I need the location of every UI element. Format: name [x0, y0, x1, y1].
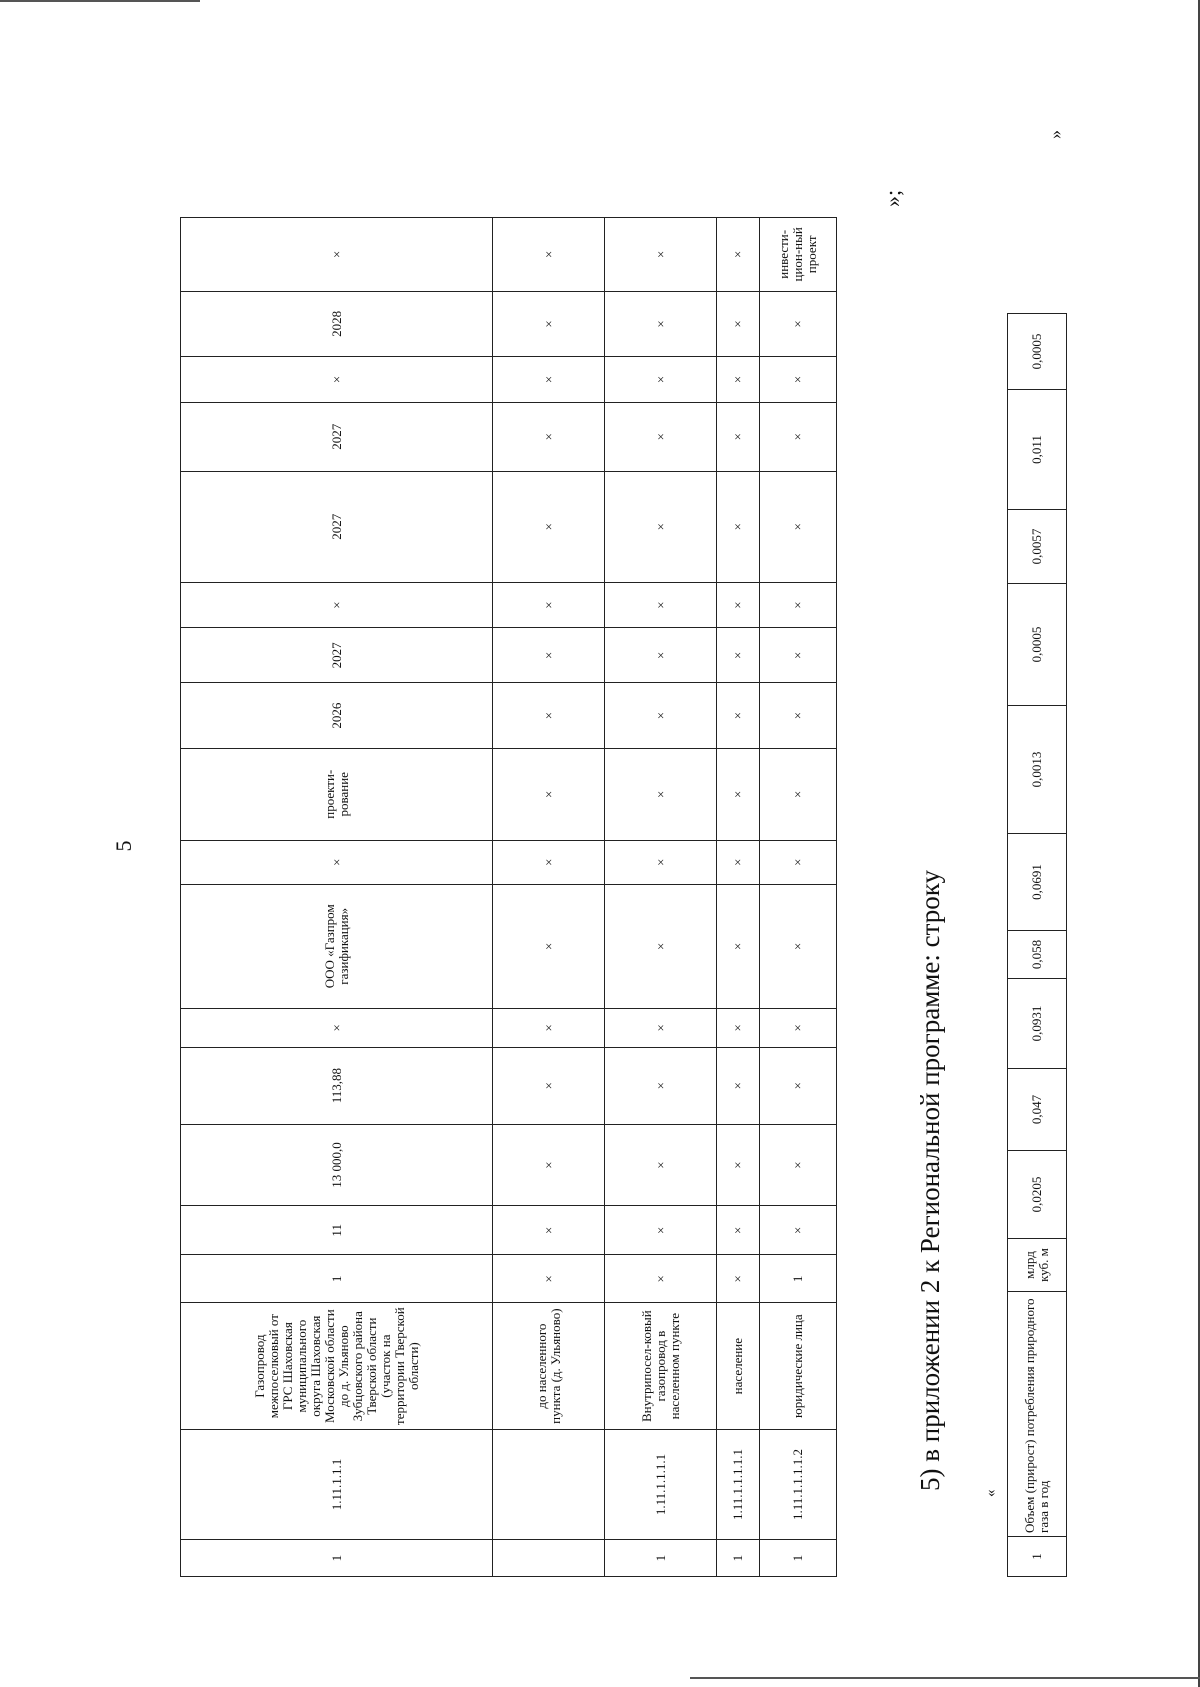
cell: × [760, 748, 837, 840]
table-row [181, 218, 493, 1577]
row-code: 1.11.1.1.1.1 [605, 1429, 717, 1539]
row-number: 1 [181, 1540, 493, 1577]
cell: × [760, 1206, 837, 1255]
row-number: 1 [717, 1540, 760, 1577]
value-cell: 0,0205 [1008, 1151, 1067, 1239]
cell: 1 [181, 1255, 493, 1303]
cell: × [493, 1008, 605, 1047]
cell: × [717, 884, 760, 1008]
rotated-content [0, 130, 1100, 1687]
value-cell: 0,047 [1008, 1069, 1067, 1151]
row-number: 1 [605, 1540, 717, 1577]
cell: × [181, 840, 493, 884]
cell: × [605, 1206, 717, 1255]
cell: 2027 [181, 402, 493, 471]
cell: × [493, 582, 605, 628]
cell: × [760, 471, 837, 582]
cell: × [717, 748, 760, 840]
cell: инвести-цион-ный проект [760, 218, 837, 292]
cell: × [493, 1047, 605, 1124]
cell: × [493, 218, 605, 292]
cell: × [493, 1255, 605, 1303]
row-name: юридические лица [760, 1303, 837, 1429]
cell: × [605, 471, 717, 582]
cell: × [760, 1047, 837, 1124]
cell: 2027 [181, 471, 493, 582]
cell: × [760, 582, 837, 628]
value-cell: 0,0005 [1008, 584, 1067, 706]
unit-cell: млрд куб. м [1008, 1239, 1067, 1292]
cell: × [493, 1124, 605, 1206]
cell: × [760, 840, 837, 884]
cell: × [717, 1047, 760, 1124]
cell: × [605, 1124, 717, 1206]
cell: × [605, 1255, 717, 1303]
cell: × [717, 1206, 760, 1255]
cell: 2027 [181, 628, 493, 683]
cell: × [717, 471, 760, 582]
cell: × [760, 1124, 837, 1206]
row-name: Газопровод межпоселковый от ГРС Шаховская муниципального округа Шаховская Московской области до д. Ульяново Зубцовского района Тверской области (участок на территории Тверской области) [181, 1303, 493, 1429]
cell: × [181, 218, 493, 292]
cell: × [717, 840, 760, 884]
cell: × [493, 840, 605, 884]
cell: × [493, 748, 605, 840]
cell: × [605, 884, 717, 1008]
cell: × [605, 582, 717, 628]
row-code: 1.11.1.1.1.1.2 [760, 1429, 837, 1539]
table-row [493, 218, 605, 1577]
cell: × [493, 471, 605, 582]
closing-quote-mark: »; [880, 189, 905, 207]
cell: × [717, 218, 760, 292]
cell: × [717, 1008, 760, 1047]
open-quote-mark: « [983, 1489, 999, 1497]
row-label: Объем (прирост) потребления природного газа в год [1008, 1292, 1067, 1537]
row-code: 1.11.1.1.1.1.1 [717, 1429, 760, 1539]
cell: × [181, 582, 493, 628]
cell: × [493, 683, 605, 748]
table-row [760, 218, 837, 1577]
value-cell: 0,011 [1008, 390, 1067, 510]
cell: × [717, 402, 760, 471]
cell: × [493, 357, 605, 403]
cell: × [181, 1008, 493, 1047]
cell: проекти-рование [181, 748, 493, 840]
cell: × [717, 1124, 760, 1206]
row-code [493, 1429, 605, 1539]
cell: × [605, 357, 717, 403]
cell: × [605, 628, 717, 683]
cell: 11 [181, 1206, 493, 1255]
cell: × [717, 1255, 760, 1303]
page-number: 5 [111, 840, 136, 852]
end-quote-mark: » [1045, 130, 1065, 139]
cell: × [493, 402, 605, 471]
cell: × [760, 1008, 837, 1047]
row-name: Внутрипосел-ковый газопровод в населенном пункте [605, 1303, 717, 1429]
cell: 2026 [181, 683, 493, 748]
bottom-table [1007, 313, 1067, 1577]
cell: × [605, 683, 717, 748]
row-code: 1.11.1.1.1 [181, 1429, 493, 1539]
value-cell: 0,0931 [1008, 979, 1067, 1069]
value-cell: 0,0005 [1008, 314, 1067, 390]
cell: ООО «Газпром газификация» [181, 884, 493, 1008]
cell: × [760, 683, 837, 748]
cell: × [181, 357, 493, 403]
table-row [605, 218, 717, 1577]
table-row [717, 218, 760, 1577]
cell: × [717, 683, 760, 748]
value-cell: 0,0013 [1008, 706, 1067, 834]
cell: 1 [760, 1255, 837, 1303]
cell: × [493, 884, 605, 1008]
cell: × [760, 357, 837, 403]
cell: 13 000,0 [181, 1124, 493, 1206]
row-number: 1 [760, 1540, 837, 1577]
cell: × [717, 291, 760, 356]
cell: × [605, 1008, 717, 1047]
cell: × [605, 748, 717, 840]
cell: × [493, 1206, 605, 1255]
cell: 113,88 [181, 1047, 493, 1124]
row-number [493, 1540, 605, 1577]
section-heading: 5) в приложении 2 к Региональной программе: строку [915, 870, 945, 1491]
cell: 2028 [181, 291, 493, 356]
value-cell: 0,0057 [1008, 510, 1067, 584]
cell: × [760, 628, 837, 683]
table-row [1008, 314, 1067, 1577]
cell: × [493, 291, 605, 356]
main-table [180, 217, 837, 1577]
row-number: 1 [1008, 1537, 1067, 1577]
cell: × [493, 628, 605, 683]
scan-edge-top [0, 0, 200, 2]
cell: × [605, 218, 717, 292]
cell: × [717, 582, 760, 628]
value-cell: 0,0691 [1008, 834, 1067, 931]
cell: × [717, 357, 760, 403]
cell: × [605, 291, 717, 356]
row-name: население [717, 1303, 760, 1429]
row-name: до населенного пункта (д. Ульяново) [493, 1303, 605, 1429]
cell: × [760, 402, 837, 471]
cell: × [760, 291, 837, 356]
cell: × [760, 884, 837, 1008]
cell: × [605, 1047, 717, 1124]
cell: × [717, 628, 760, 683]
cell: × [605, 840, 717, 884]
cell: × [605, 402, 717, 471]
value-cell: 0,058 [1008, 931, 1067, 979]
